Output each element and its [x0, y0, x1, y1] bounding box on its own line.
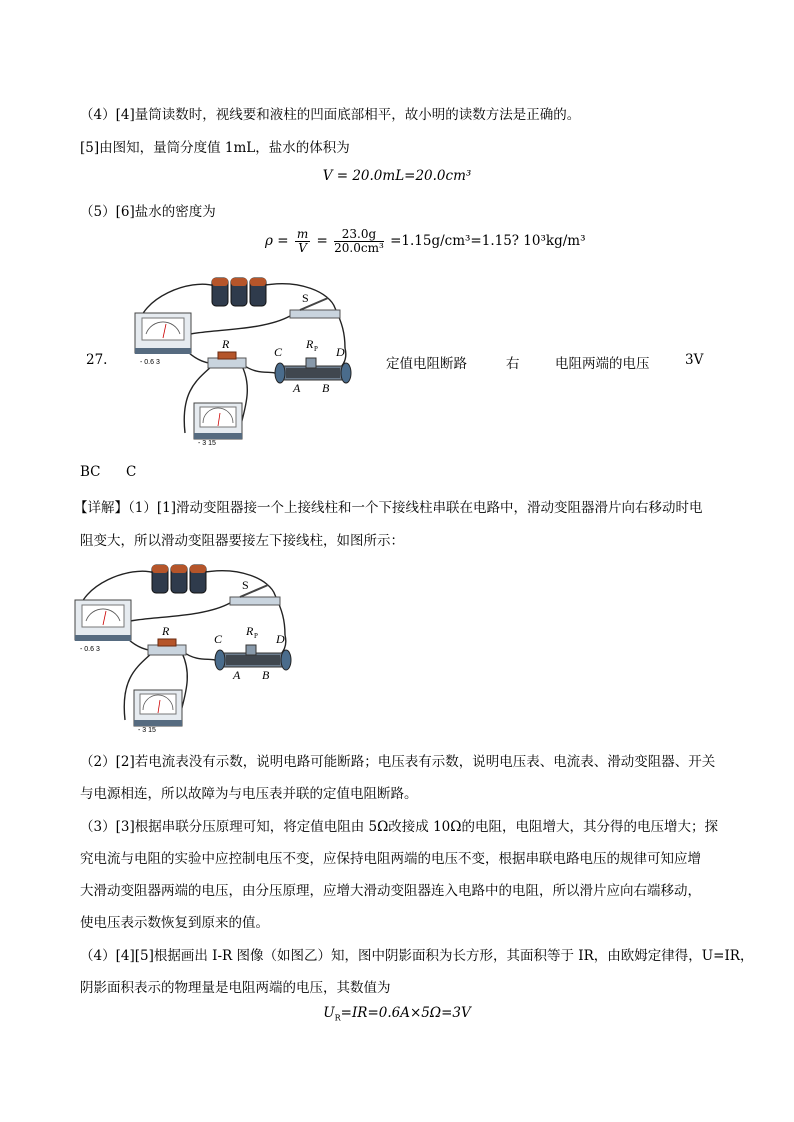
terminal-d-label: D [336, 345, 345, 359]
terminal-c-label: C [274, 345, 283, 359]
equation-volume: V = 20.0mL=20.0cm³ [322, 168, 472, 184]
voltage-result: =IR=0.6A×5Ω=3V [340, 1005, 471, 1021]
rheostat [214, 624, 291, 682]
equals-sign: = [316, 233, 328, 249]
answer-blank-2: 右 [506, 356, 520, 372]
terminal-d-label: D [276, 632, 285, 646]
density-symbol: ρ = [265, 233, 289, 249]
switch [290, 291, 340, 318]
detail-paragraph-1b: 阻变大，所以滑动变阻器要接左下接线柱，如图所示： [80, 533, 404, 549]
question-number: 27. [86, 352, 108, 368]
paragraph-measuring-cylinder-reading: （4）[4]量筒读数时，视线要和液柱的凹面底部相平，故小明的读数方法是正确的。 [80, 107, 581, 123]
answer-blank-3: 电阻两端的电压 [555, 356, 650, 372]
ammeter-scale: - 0.6 3 [140, 359, 160, 366]
detail-paragraph-4b: 阴影面积表示的物理量是电阻两端的电压，其数值为 [80, 980, 391, 996]
terminal-a-label: A [293, 381, 301, 395]
terminal-a-label: A [233, 668, 241, 682]
fixed-resistor [208, 337, 246, 368]
switch [230, 578, 280, 605]
switch-label: S [302, 291, 309, 305]
fraction-denominator: 20.0cm³ [334, 241, 384, 255]
resistor-label: R [162, 624, 170, 638]
switch-label: S [242, 578, 249, 592]
density-result: =1.15g/cm³=1.15? 10³kg/m³ [390, 233, 586, 249]
ammeter [135, 313, 191, 366]
detail-paragraph-3d: 使电压表示数恢复到原来的值。 [80, 915, 269, 931]
resistor-label: R [222, 337, 230, 351]
detail-paragraph-2b: 与电源相连，所以故障为与电压表并联的定值电阻断路。 [80, 786, 418, 802]
answer-blank-1: 定值电阻断路 [386, 356, 467, 372]
paragraph-density-intro: （5）[6]盐水的密度为 [80, 204, 216, 220]
detail-paragraph-2a: （2）[2]若电流表没有示数，说明电路可能断路；电压表有示数，说明电压表、电流表、滑动变阻器、开关 [80, 754, 716, 770]
rheostat-subscript: P [254, 632, 258, 640]
battery-pack [152, 565, 206, 593]
detail-paragraph-3c: 大滑动变阻器两端的电压，由分压原理，应增大滑动变阻器连入电路中的电阻，所以滑片应向右端移动， [80, 883, 701, 899]
paragraph-volume-intro: [5]由图知，量筒分度值 1mL，盐水的体积为 [80, 140, 350, 156]
detail-paragraph-4a: （4）[4][5]根据画出 I-R 图像（如图乙）知，图中阴影面积为长方形，其面积等于 IR，由欧姆定律得，U=IR， [80, 948, 754, 964]
detail-paragraph-1a: 【详解】（1）[1]滑动变阻器接一个上接线柱和一个下接线柱串联在电路中，滑动变阻器滑片向右移动时电 [74, 500, 703, 516]
circuit-diagram-answer [130, 268, 360, 446]
battery-pack [212, 278, 266, 306]
voltmeter-scale: - 3 15 [138, 727, 156, 733]
fixed-resistor [148, 624, 186, 655]
fraction-mass-over-volume [334, 228, 384, 255]
answer-blank-4: 3V [685, 352, 704, 368]
ammeter-scale: - 0.6 3 [80, 646, 100, 653]
rheostat [274, 337, 351, 395]
detail-paragraph-3a: （3）[3]根据串联分压原理可知，将定值电阻由 5Ω改接成 10Ω的电阻，电阻增大，其分得的电压增大；探 [80, 819, 718, 835]
voltage-subscript: R [334, 1013, 341, 1023]
circuit-diagram-detail [70, 555, 300, 733]
equation-density [265, 228, 586, 255]
voltage-symbol: U [323, 1005, 335, 1021]
fraction-numerator: 23.0g [334, 228, 384, 242]
voltmeter [134, 690, 182, 733]
detail-paragraph-3b: 究电流与电阻的实验中应控制电压不变，应保持电阻两端的电压不变，根据串联电路电压的规律可知应增 [80, 851, 701, 867]
answer-blank-5: BC [80, 464, 101, 480]
fraction-denominator: V [298, 241, 307, 255]
fraction-numerator: m [296, 227, 309, 241]
terminal-c-label: C [214, 632, 223, 646]
voltmeter [194, 403, 242, 446]
terminal-b-label: B [262, 668, 270, 682]
ammeter [75, 600, 131, 653]
rheostat-subscript: P [314, 345, 318, 353]
terminal-b-label: B [322, 381, 330, 395]
rheostat-label: R [306, 337, 314, 351]
voltmeter-scale: - 3 15 [198, 440, 216, 446]
answer-blank-6: C [126, 464, 137, 480]
equation-voltage [0, 1005, 794, 1023]
fraction-m-over-v [295, 228, 310, 255]
rheostat-label: R [246, 624, 254, 638]
